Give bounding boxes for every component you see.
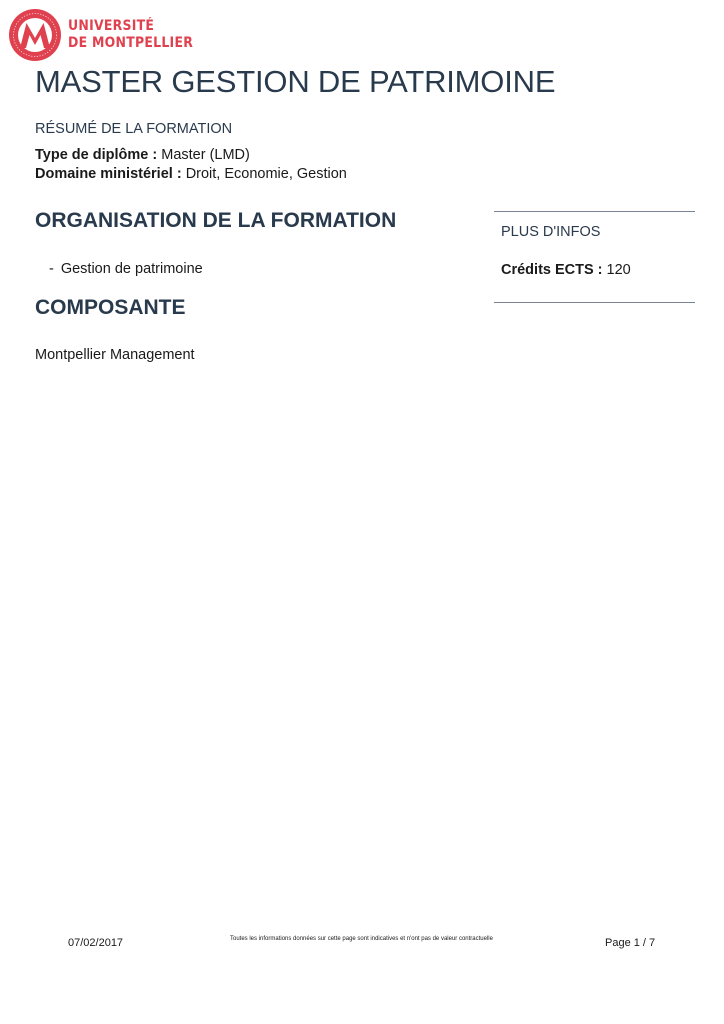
footer-disclaimer: Toutes les informations données sur cette page sont indicatives et n'ont pas de valeur contractuelle <box>230 936 493 942</box>
composante-heading: COMPOSANTE <box>35 296 186 319</box>
composante-value: Montpellier Management <box>35 347 195 363</box>
list-item-text: Gestion de patrimoine <box>60 261 203 277</box>
summary-heading: RÉSUMÉ DE LA FORMATION <box>35 121 233 137</box>
university-name <box>68 18 193 52</box>
page-title: MASTER GESTION DE PATRIMOINE <box>35 64 556 99</box>
ects-credits-value: 120 <box>606 262 631 278</box>
university-logo <box>9 9 213 61</box>
list-dash: - <box>49 261 54 277</box>
fact-diploma-type <box>35 146 347 165</box>
organisation-list <box>49 261 203 277</box>
ects-credits <box>501 262 631 278</box>
summary-facts <box>35 146 347 184</box>
ects-credits-label: Crédits ECTS : <box>501 262 603 278</box>
university-montpellier-seal-icon <box>9 9 61 61</box>
fact-label: Type de diplôme : <box>35 147 158 163</box>
fact-value: Master (LMD) <box>161 147 250 163</box>
more-info-heading: PLUS D'INFOS <box>501 224 601 240</box>
logo-line-1: UNIVERSITÉ <box>68 18 155 34</box>
fact-label: Domaine ministériel : <box>35 166 182 182</box>
footer-date: 07/02/2017 <box>68 937 124 949</box>
fact-value: Droit, Economie, Gestion <box>185 166 347 182</box>
organisation-heading: ORGANISATION DE LA FORMATION <box>35 209 397 232</box>
footer-page-number: Page 1 / 7 <box>605 937 656 949</box>
logo-line-2: DE MONTPELLIER <box>68 35 194 51</box>
more-info-panel <box>494 211 695 303</box>
fact-ministerial-domain <box>35 165 347 184</box>
list-item <box>49 261 203 277</box>
